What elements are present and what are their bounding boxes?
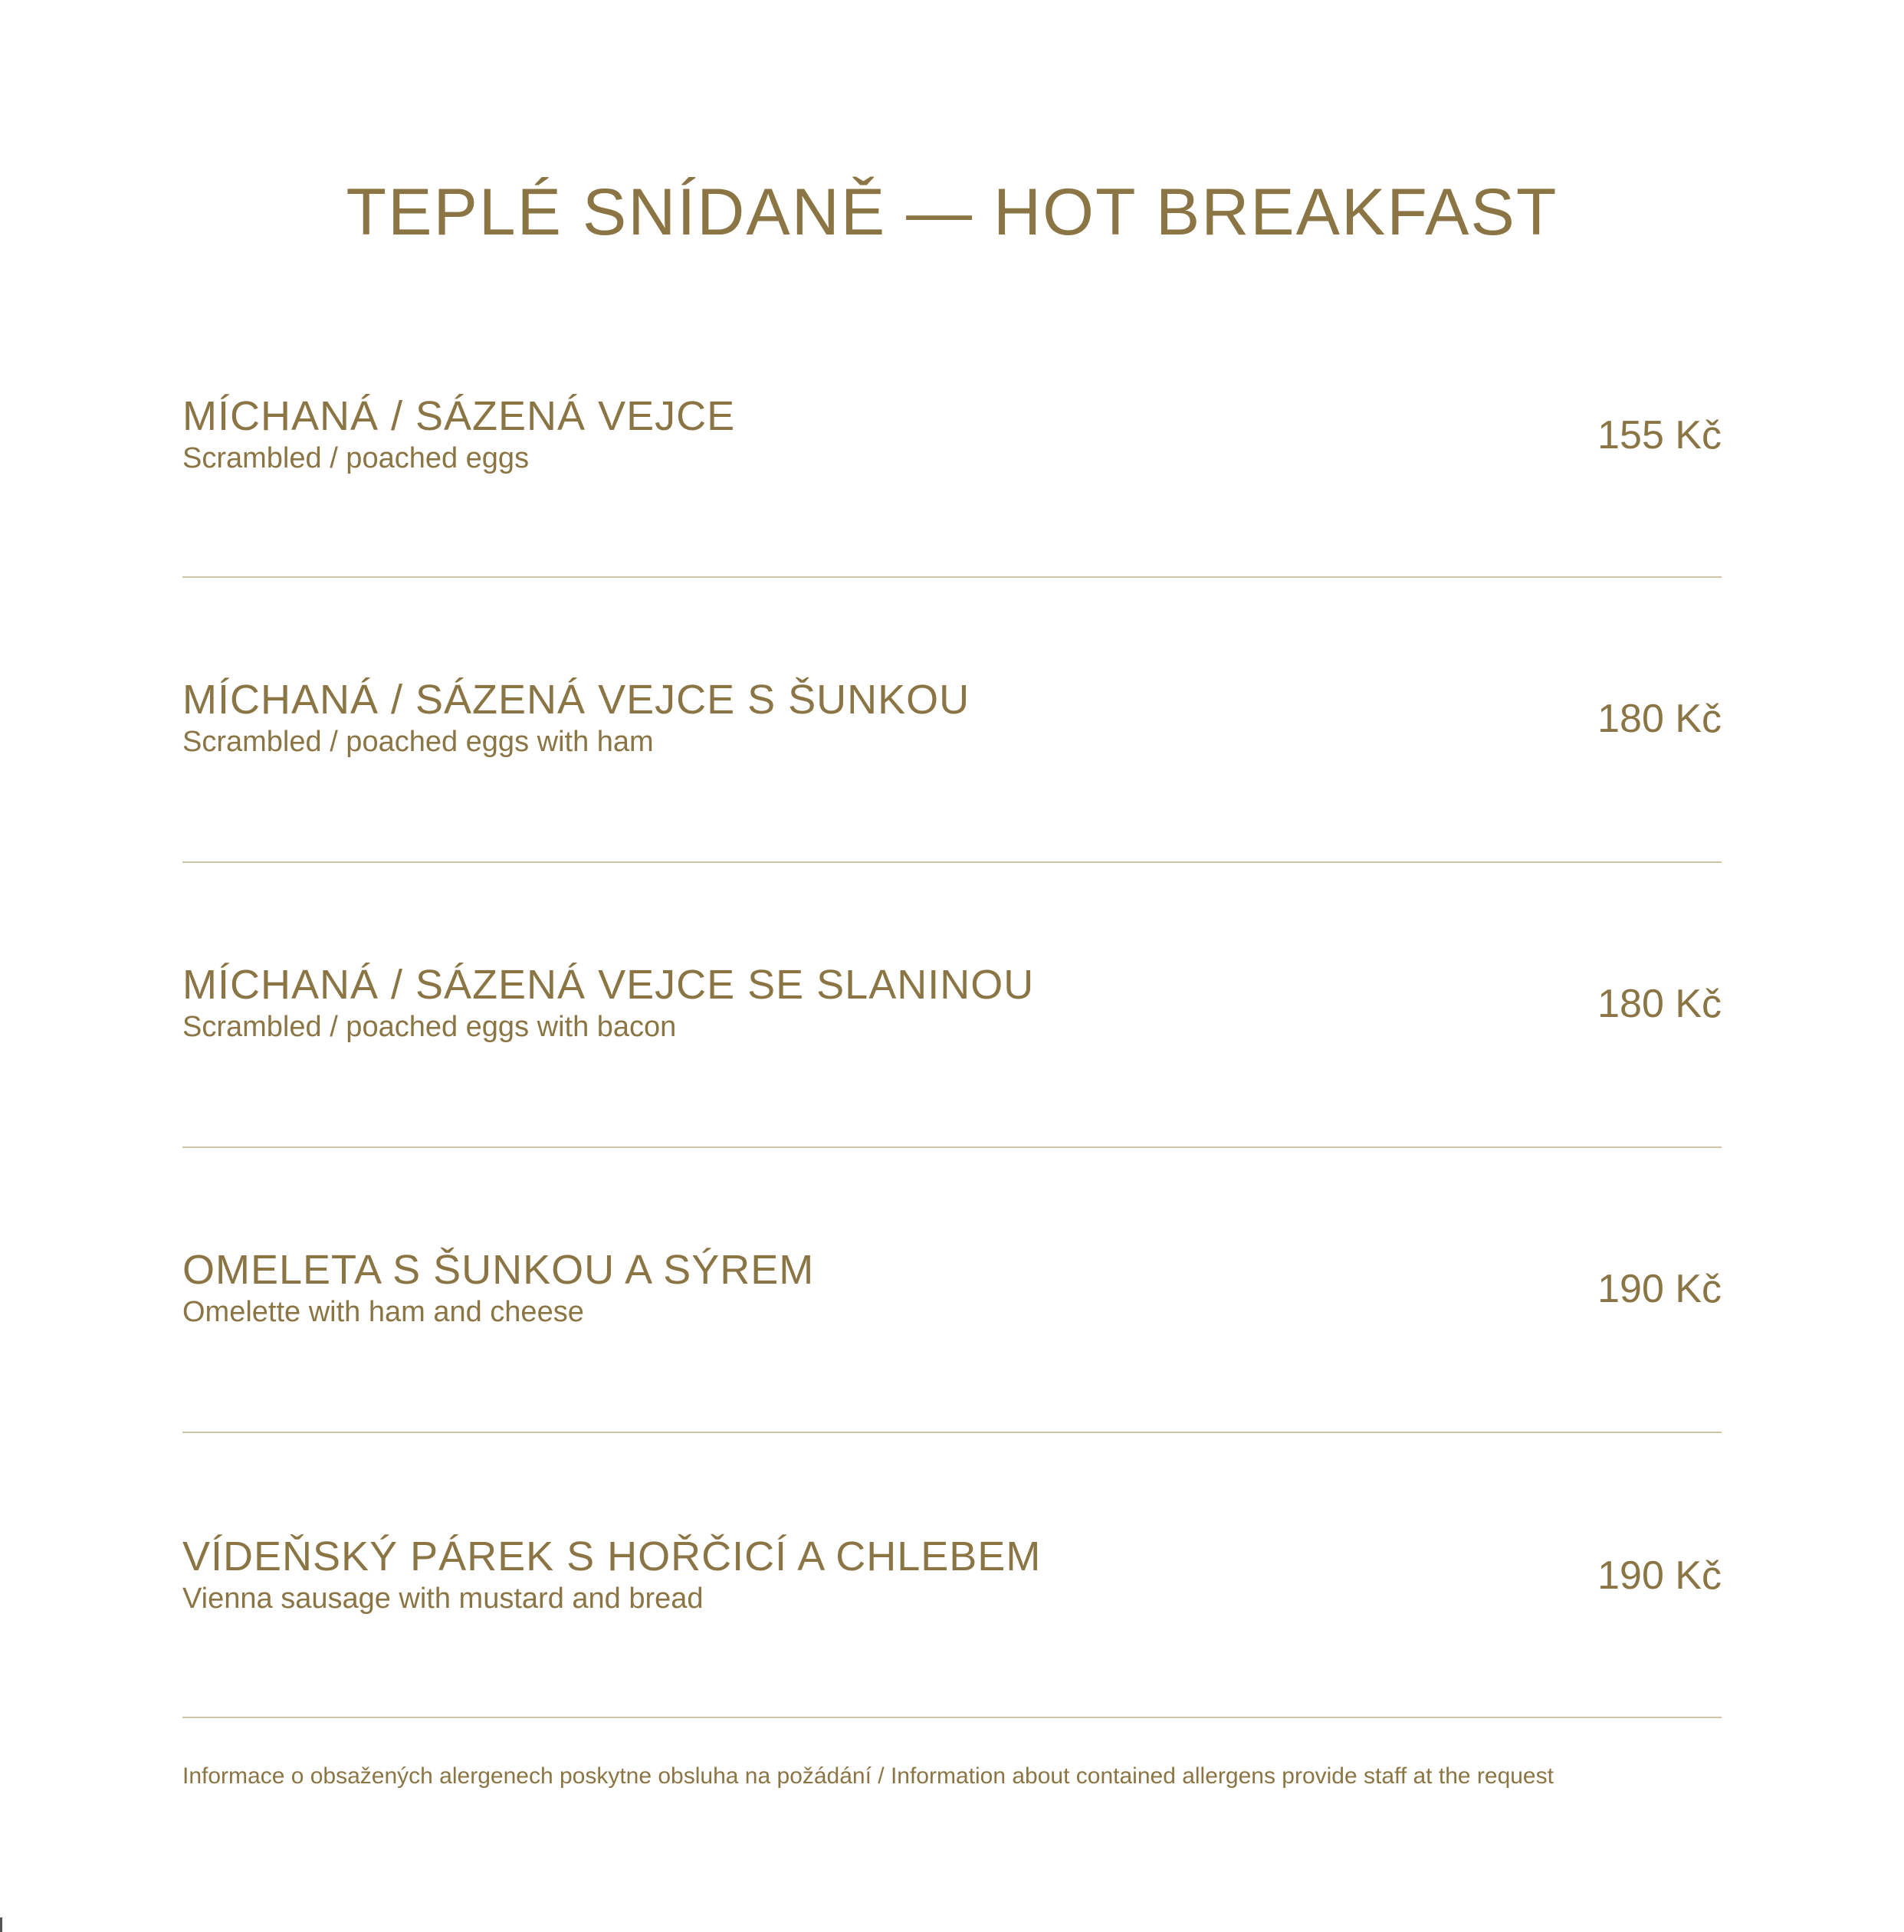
menu-item-price: 155 Kč	[1597, 413, 1722, 458]
divider	[182, 576, 1722, 578]
menu-item	[182, 959, 1722, 1245]
menu-item-name: MÍCHANÁ / SÁZENÁ VEJCE S ŠUNKOU	[182, 677, 970, 723]
menu-item-description: Omelette with ham and cheese	[182, 1296, 584, 1328]
menu-item-description: Scrambled / poached eggs	[182, 442, 530, 474]
menu-item-name: VÍDEŇSKÝ PÁREK S HOŘČICÍ A CHLEBEM	[182, 1533, 1042, 1579]
allergen-note: Informace o obsažených alergenech poskytne obsluha na požádání / Information about contained allergens provide staff at the request	[182, 1763, 1554, 1789]
menu-item-price: 180 Kč	[1597, 982, 1722, 1026]
menu-item	[182, 391, 1722, 676]
corner-mark	[0, 1917, 2, 1932]
menu-item	[182, 674, 1722, 959]
menu-item	[182, 1245, 1722, 1530]
menu-item-description: Scrambled / poached eggs with ham	[182, 726, 654, 758]
menu-list	[182, 0, 1722, 1932]
divider	[182, 861, 1722, 863]
menu-item-price: 190 Kč	[1597, 1267, 1722, 1311]
menu-item-price: 190 Kč	[1597, 1553, 1722, 1598]
divider	[182, 1432, 1722, 1433]
menu-item-name: MÍCHANÁ / SÁZENÁ VEJCE SE SLANINOU	[182, 962, 1035, 1008]
menu-item-name: MÍCHANÁ / SÁZENÁ VEJCE	[182, 393, 736, 439]
divider	[182, 1146, 1722, 1148]
menu-item-description: Scrambled / poached eggs with bacon	[182, 1011, 677, 1043]
menu-item-name: OMELETA S ŠUNKOU A SÝREM	[182, 1247, 815, 1293]
menu-item-description: Vienna sausage with mustard and bread	[182, 1583, 704, 1615]
menu-item-price: 180 Kč	[1597, 697, 1722, 741]
divider	[182, 1717, 1722, 1718]
page-title: TEPLÉ SNÍDANĚ — HOT BREAKFAST	[346, 175, 1558, 249]
